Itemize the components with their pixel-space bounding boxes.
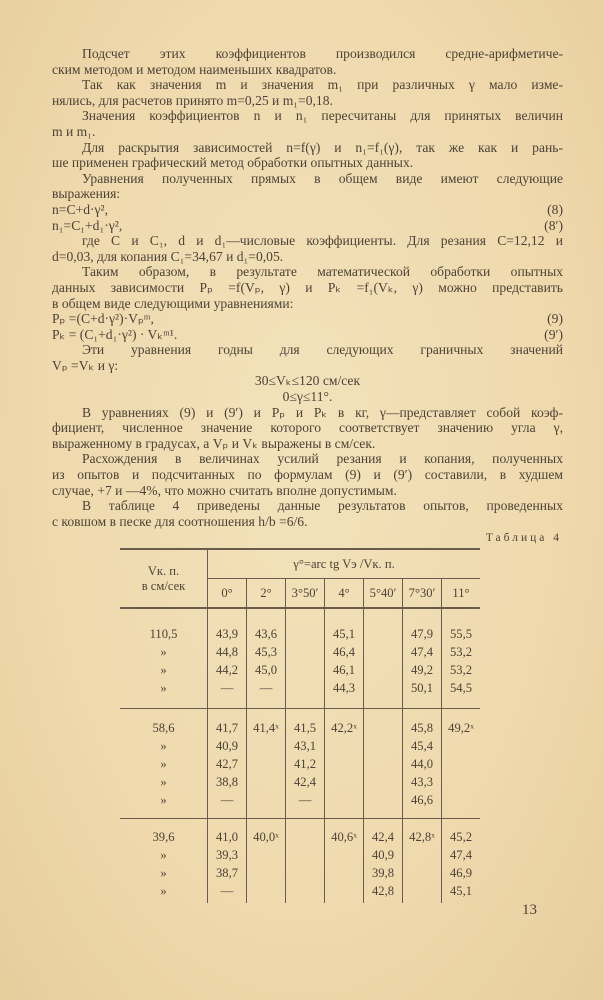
value-cell: 39,8 [364,864,403,882]
value-cell [286,882,325,900]
value-cell [364,661,403,679]
value-cell: 47,4 [442,846,481,864]
value-cell: 53,2 [442,661,481,679]
value-cell: 45,4 [403,737,442,755]
equation-number: (8′) [544,217,563,233]
table-row [120,773,480,791]
value-cell [364,625,403,643]
angle-column-header: 2° [247,579,286,609]
value-cell: 44,0 [403,755,442,773]
value-cell [325,755,364,773]
limit-angle: 0≤γ≤11°. [282,389,333,405]
paragraph-3-line: Для раскрытия зависимостей n=f(γ) и n₁=f₁(γ), так же как и рань- [82,139,563,155]
table-row [120,864,480,882]
table-row [120,828,480,846]
paragraph-4-line: выражения: [52,186,121,202]
value-cell: 45,1 [325,625,364,643]
paragraph-discrepancy-line: случае, +7 и —4%, что можно считать вполне допустимым. [52,482,397,498]
value-cell: 42,4 [364,828,403,846]
paragraph-thus-line: в общем виде следующими уравнениями: [52,295,294,311]
paragraph-thus-line: Таким образом, в результате математической обработки опытных [82,264,563,280]
velocity-cell: » [160,756,167,771]
velocity-cell: » [160,883,167,898]
value-cell: 40,6ˣ [325,828,364,846]
value-cell [442,791,481,809]
velocity-cell: 58,6 [152,720,175,735]
data-table-4 [120,548,480,903]
value-cell [286,846,325,864]
value-cell [286,828,325,846]
value-cell: 39,3 [208,846,247,864]
value-cell [325,882,364,900]
paragraph-discrepancy-line: из опытов и подсчитанных по формулам (9) и (9′) составили, в худшем [52,467,563,483]
table-row [120,882,480,900]
value-cell [247,755,286,773]
velocity-cell: » [160,792,167,807]
value-cell: 42,8ˣ [403,828,442,846]
equation-formula: n=C+d·γ², [52,201,109,217]
value-cell: 42,4 [286,773,325,791]
velocity-cell: 39,6 [152,829,175,844]
value-cell: 54,5 [442,679,481,697]
equation-number: (9) [547,311,563,327]
equation-formula: Pₖ = (C₁+d₁·γ²) · Vₖᵐ¹. [52,326,178,342]
value-cell [286,643,325,661]
value-cell [442,755,481,773]
value-cell: 38,8 [208,773,247,791]
angle-column-header: 4° [325,579,364,609]
value-cell [442,773,481,791]
velocity-header-label: Vк. п. [147,563,180,578]
value-cell: 41,5 [286,719,325,737]
value-cell: — [286,791,325,809]
value-cell: — [247,679,286,697]
value-cell [247,882,286,900]
value-cell: 46,4 [325,643,364,661]
value-cell: 40,0ˣ [247,828,286,846]
value-cell: 46,6 [403,791,442,809]
value-cell: 43,3 [403,773,442,791]
paragraph-units-line: В уравнениях (9) и (9′) и Pₚ и Pₖ в кг, γ—представляет собой коэф- [82,404,563,420]
equation-8-prime [52,218,563,234]
value-cell [286,679,325,697]
value-cell: 49,2 [403,661,442,679]
equation-9 [52,311,563,327]
value-cell [325,864,364,882]
value-cell: 41,4ˣ [247,719,286,737]
paragraph-units-line: фициент, численное значение которого соответствует значению угла γ, [52,420,563,436]
paragraph-thus-line: данных зависимости Pₚ =f(Vₚ, γ) и Pₖ =f₁(Vₖ, γ) можно представить [52,279,563,295]
table-row [120,755,480,773]
paragraph-table-intro-line: с ковшом в песке для соотношения h/b =6/6. [52,513,308,529]
velocity-cell: » [160,847,167,862]
angle-column-header: 11° [442,579,481,609]
velocity-cell: » [160,662,167,677]
paragraph-limits-line: Vₚ =Vₖ и γ: [52,357,119,373]
paragraph-0-line: Подсчет этих коэффициентов производился средне-арифметиче- [82,46,563,61]
value-cell [364,643,403,661]
table-row [120,625,480,643]
value-cell [364,773,403,791]
velocity-header-unit: в см/сек [141,578,186,593]
value-cell [247,773,286,791]
value-cell: 38,7 [208,864,247,882]
value-cell: 42,8 [364,882,403,900]
value-cell [247,864,286,882]
value-cell [364,791,403,809]
table-caption: Таблица 4 [485,532,562,544]
value-cell [442,737,481,755]
equation-formula: Pₚ =(C+d·γ²)·Vₚᵐ, [52,311,154,327]
table-row [120,846,480,864]
body-text [52,46,563,529]
table-row [120,719,480,737]
value-cell: 43,1 [286,737,325,755]
page-number: 13 [522,902,537,918]
paragraph-limits-line: Эти уравнения годны для следующих граничных значений [82,342,563,358]
value-cell [364,679,403,697]
value-cell [364,737,403,755]
paragraph-units-line: выраженному в градусах, а Vₚ и Vₖ выражены в см/сек. [52,435,376,451]
value-cell: 44,3 [325,679,364,697]
angle-group-header: γ°=arc tg Vэ /Vк. п. [208,549,481,579]
value-cell: 41,7 [208,719,247,737]
paragraph-coefficients-line: где C и C₁, d и d₁—числовые коэффициенты. Для резания C=12,12 и [82,233,563,249]
table-row [120,737,480,755]
value-cell [247,846,286,864]
angle-column-header: 7°30′ [403,579,442,609]
value-cell [286,864,325,882]
value-cell: 42,2ˣ [325,719,364,737]
velocity-cell: » [160,644,167,659]
velocity-cell: » [160,738,167,753]
equation-9-prime [52,327,563,343]
paragraph-1-line: Так как значения m и значения m₁ при различных γ мало изме- [82,77,563,93]
value-cell: 55,5 [442,625,481,643]
value-cell: 47,4 [403,643,442,661]
angle-column-header: 3°50′ [286,579,325,609]
paragraph-4-line: Уравнения полученных прямых в общем виде имеют следующие [82,170,563,186]
value-cell: — [208,679,247,697]
value-cell [247,737,286,755]
paragraph-discrepancy-line: Расхождения в величинах усилий резания и копания, полученных [82,451,563,467]
value-cell: 44,8 [208,643,247,661]
value-cell: 44,2 [208,661,247,679]
table-row [120,679,480,697]
value-cell [364,755,403,773]
paragraph-3-line: ше применен графический метод обработки опытных данных. [52,155,414,171]
value-cell [325,773,364,791]
value-cell: 46,1 [325,661,364,679]
table-row [120,791,480,809]
equation-formula: n₁=C₁+d₁·γ², [52,217,123,233]
value-cell: 40,9 [208,737,247,755]
value-cell: 49,2ˣ [442,719,481,737]
velocity-cell: » [160,680,167,695]
value-cell: 53,2 [442,643,481,661]
paragraph-2-line: m и m₁. [52,123,96,139]
value-cell: 47,9 [403,625,442,643]
value-cell: 43,6 [247,625,286,643]
value-cell: 42,7 [208,755,247,773]
value-cell: 50,1 [403,679,442,697]
value-cell: 45,8 [403,719,442,737]
equation-number: (9′) [544,326,563,342]
angle-column-header: 0° [208,579,247,609]
equation-8 [52,202,563,218]
value-cell [286,625,325,643]
value-cell: 43,9 [208,625,247,643]
table-row [120,643,480,661]
value-cell [364,719,403,737]
value-cell: 45,3 [247,643,286,661]
value-cell [325,846,364,864]
paragraph-0-line: ским методом и методом наименьших квадратов. [52,61,337,77]
velocity-cell: » [160,774,167,789]
value-cell: 40,9 [364,846,403,864]
paragraph-table-intro-line: В таблице 4 приведены данные результатов опытов, проведенных [82,498,563,514]
value-cell [403,864,442,882]
paragraph-2-line: Значения коэффициентов n и n₁ пересчитаны для принятых величин [82,108,563,124]
value-cell: 45,0 [247,661,286,679]
value-cell [325,791,364,809]
limit-velocity: 30≤Vₖ≤120 см/сек [254,373,361,389]
value-cell [403,846,442,864]
paragraph-coefficients-line: d=0,03, для копания C₁=34,67 и d₁=0,05. [52,248,284,264]
table-row [120,661,480,679]
value-cell [247,791,286,809]
value-cell: — [208,882,247,900]
value-cell: — [208,791,247,809]
value-cell: 45,2 [442,828,481,846]
value-cell [403,882,442,900]
paragraph-1-line: нялись, для расчетов принято m=0,25 и m₁=0,18. [52,92,333,108]
value-cell [325,737,364,755]
angle-column-header: 5°40′ [364,579,403,609]
velocity-cell: 110,5 [149,626,178,641]
value-cell: 45,1 [442,882,481,900]
value-cell: 46,9 [442,864,481,882]
velocity-header [120,549,208,608]
equation-number: (8) [547,201,563,217]
value-cell [286,661,325,679]
value-cell: 41,2 [286,755,325,773]
value-cell: 41,0 [208,828,247,846]
velocity-cell: » [160,865,167,880]
